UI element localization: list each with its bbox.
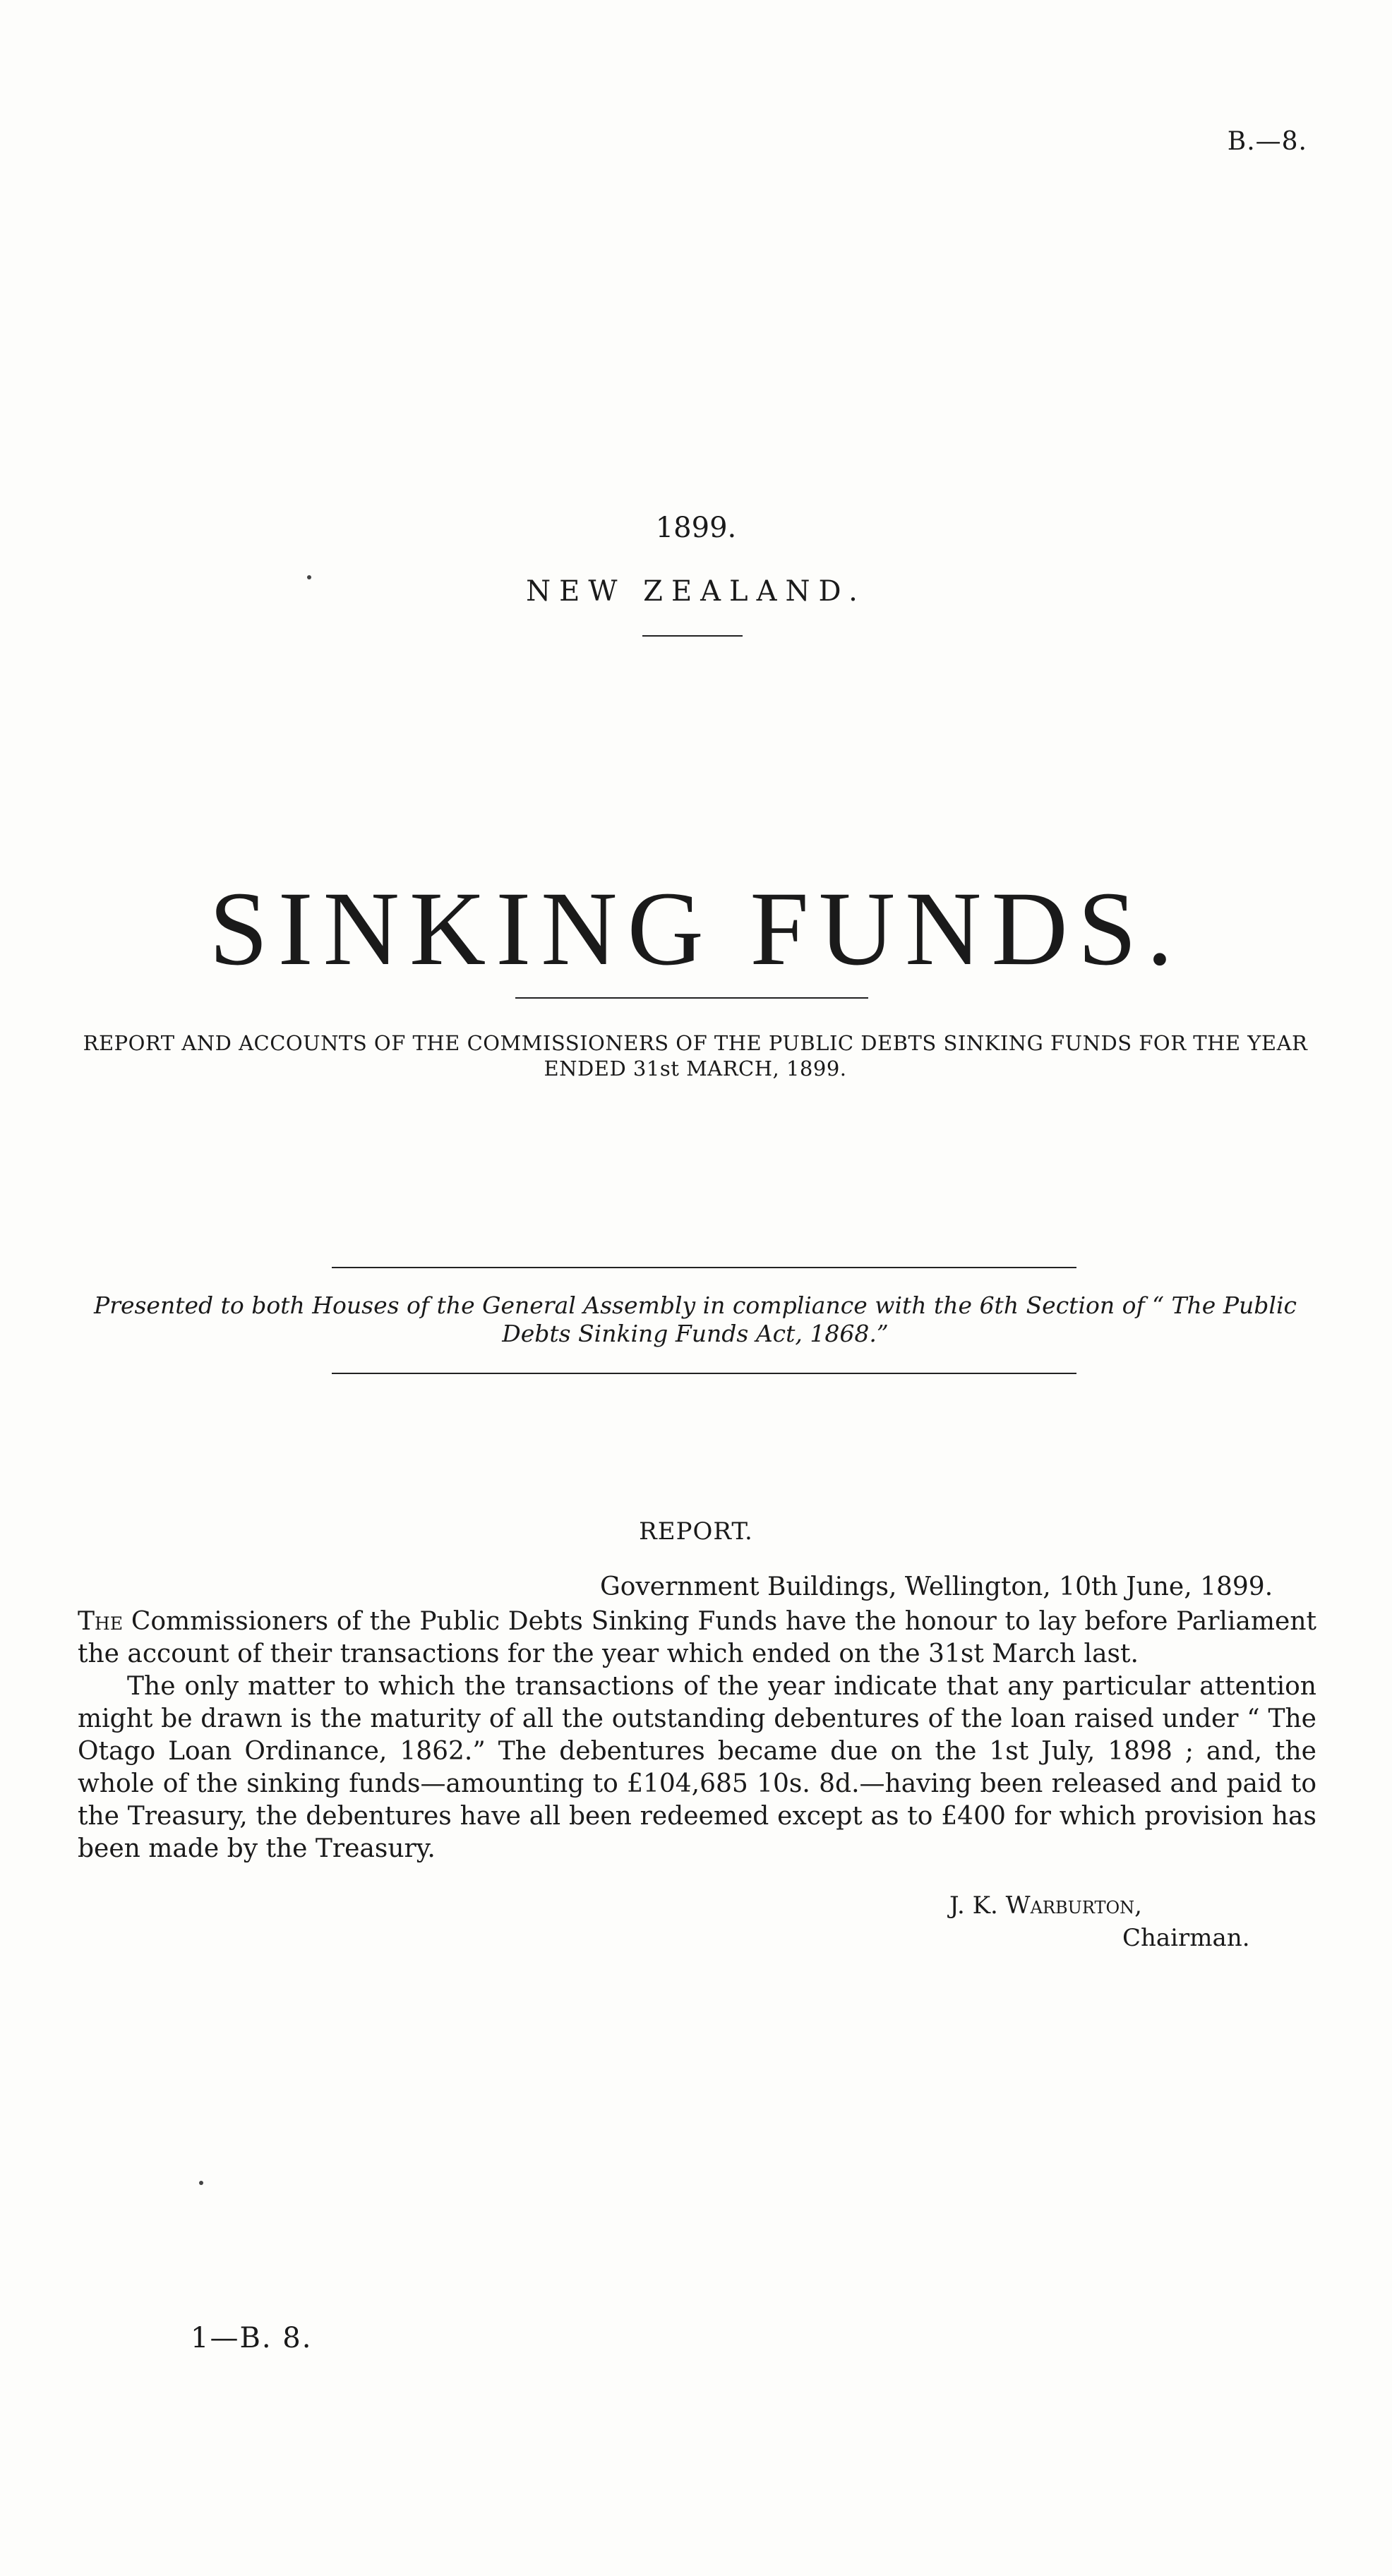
publication-year: 1899. <box>655 512 737 544</box>
report-heading: REPORT. <box>639 1517 753 1546</box>
scan-speck <box>199 2181 203 2185</box>
signatory-name: J. K. Warburton, <box>949 1891 1142 1920</box>
paragraph-text: Commissioners of the Public Debts Sinking Funds have the honour to lay before Parliament the account of their transactions for the year which ended on the 31st March last. <box>78 1607 1316 1668</box>
signatory-title: Chairman. <box>1122 1924 1250 1952</box>
document-title: SINKING FUNDS. <box>209 870 1183 987</box>
country-heading: NEW ZEALAND. <box>526 575 866 608</box>
footer-reference: 1—B. 8. <box>191 2322 313 2354</box>
presented-note: Presented to both Houses of the General Assembly in compliance with the 6th Section of “ The Public Debts Sinking Funds Act, 1868.” <box>93 1292 1297 1347</box>
report-paragraph <box>78 1606 1316 1671</box>
divider-rule <box>332 1373 1076 1374</box>
report-dateline: Government Buildings, Wellington, 10th June, 1899. <box>600 1572 1273 1601</box>
divider-rule <box>642 635 743 637</box>
document-subtitle: REPORT AND ACCOUNTS OF THE COMMISSIONERS OF THE PUBLIC DEBTS SINKING FUNDS FOR THE YEAR ENDED 31st MARCH, 1899. <box>83 1031 1308 1081</box>
report-body <box>78 1606 1316 1865</box>
divider-rule <box>515 997 868 999</box>
report-paragraph: The only matter to which the transactions of the year indicate that any particular attention might be drawn is the maturity of all the outstanding debentures of the loan raised under “ The Otago Loan Ordinance, 1862.” The debentures became due on the 1st July, 1898 ; and, the whole of the sinking funds—amounting to £104,685 10s. 8d.—having been released and paid to the Treasury, the debentures have all been redeemed except as to £400 for which provision has been made by the Treasury. <box>78 1672 1316 1863</box>
scan-speck <box>307 575 311 579</box>
paragraph-lead: The <box>78 1607 124 1636</box>
header-reference: B.—8. <box>1227 127 1307 156</box>
divider-rule <box>332 1267 1076 1268</box>
